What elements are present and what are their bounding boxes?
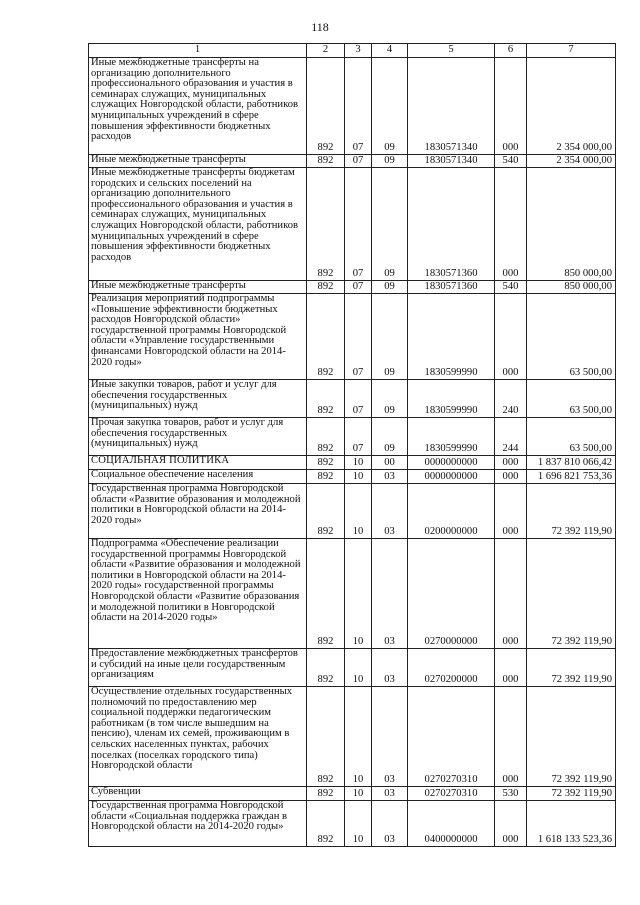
table-row xyxy=(89,281,616,294)
cell-section: 10 xyxy=(345,456,372,470)
table-row xyxy=(89,687,616,787)
table-row xyxy=(89,294,616,380)
column-header: 1 xyxy=(89,44,307,58)
cell-admin-code: 892 xyxy=(307,687,345,787)
cell-subsection: 03 xyxy=(372,484,408,539)
row-name: Иные межбюджетные трансферты xyxy=(89,281,307,294)
cell-target-code: 1830571360 xyxy=(408,281,495,294)
cell-section: 07 xyxy=(345,168,372,281)
column-header: 7 xyxy=(527,44,616,58)
cell-admin-code: 892 xyxy=(307,168,345,281)
cell-expense-type: 244 xyxy=(495,418,527,456)
cell-target-code: 0200000000 xyxy=(408,484,495,539)
row-name: Иные межбюджетные трансферты xyxy=(89,155,307,168)
cell-target-code: 1830571360 xyxy=(408,168,495,281)
cell-expense-type: 000 xyxy=(495,456,527,470)
cell-expense-type: 000 xyxy=(495,484,527,539)
row-name: Субвенции xyxy=(89,787,307,801)
cell-section: 07 xyxy=(345,281,372,294)
cell-section: 07 xyxy=(345,58,372,155)
cell-subsection: 03 xyxy=(372,539,408,649)
cell-section: 07 xyxy=(345,294,372,380)
cell-amount: 63 500,00 xyxy=(527,294,616,380)
table-row xyxy=(89,58,616,155)
cell-expense-type: 540 xyxy=(495,155,527,168)
cell-amount: 72 392 119,90 xyxy=(527,687,616,787)
row-name: Иные межбюджетные трансферты бюджетам городских и сельских поселений на организацию дополнительного профессионального образования и участия в семинарах служащих, муниципальных служащих Новгородской области, работников муниципальных учреждений в сфере повышения эффективности бюджетных расходов xyxy=(89,168,307,281)
cell-subsection: 03 xyxy=(372,787,408,801)
cell-subsection: 00 xyxy=(372,456,408,470)
cell-admin-code: 892 xyxy=(307,418,345,456)
cell-target-code: 0270270310 xyxy=(408,787,495,801)
table-row xyxy=(89,155,616,168)
column-header: 2 xyxy=(307,44,345,58)
cell-amount: 72 392 119,90 xyxy=(527,484,616,539)
table-row xyxy=(89,787,616,801)
cell-subsection: 09 xyxy=(372,294,408,380)
cell-section: 07 xyxy=(345,380,372,418)
table-row xyxy=(89,456,616,470)
column-header: 6 xyxy=(495,44,527,58)
cell-subsection: 09 xyxy=(372,58,408,155)
table-row xyxy=(89,801,616,847)
cell-subsection: 09 xyxy=(372,155,408,168)
cell-subsection: 09 xyxy=(372,281,408,294)
cell-expense-type: 000 xyxy=(495,687,527,787)
table-header-row xyxy=(89,44,616,58)
cell-target-code: 0270200000 xyxy=(408,649,495,687)
cell-expense-type: 000 xyxy=(495,294,527,380)
table-row xyxy=(89,470,616,484)
cell-expense-type: 540 xyxy=(495,281,527,294)
cell-amount: 850 000,00 xyxy=(527,168,616,281)
cell-admin-code: 892 xyxy=(307,787,345,801)
table-row xyxy=(89,380,616,418)
cell-admin-code: 892 xyxy=(307,294,345,380)
column-header: 5 xyxy=(408,44,495,58)
cell-section: 07 xyxy=(345,418,372,456)
cell-target-code: 1830599990 xyxy=(408,294,495,380)
cell-section: 07 xyxy=(345,155,372,168)
cell-section: 10 xyxy=(345,687,372,787)
row-name: Государственная программа Новгородской области «Социальная поддержка граждан в Новгородской области на 2014-2020 годы» xyxy=(89,801,307,847)
cell-target-code: 1830599990 xyxy=(408,418,495,456)
column-header: 3 xyxy=(345,44,372,58)
cell-expense-type: 530 xyxy=(495,787,527,801)
cell-target-code: 1830571340 xyxy=(408,58,495,155)
row-name: СОЦИАЛЬНАЯ ПОЛИТИКА xyxy=(89,456,307,470)
row-name: Осуществление отдельных государственных полномочий по предоставлению мер социальной поддержки педагогическим работникам (в том числе вышедшим на пенсию), членам их семей, проживающим в сельских населенных пунктах, рабочих поселках (поселках городского типа) Новгородской области xyxy=(89,687,307,787)
cell-admin-code: 892 xyxy=(307,801,345,847)
cell-subsection: 03 xyxy=(372,801,408,847)
budget-table xyxy=(88,43,616,847)
cell-amount: 72 392 119,90 xyxy=(527,649,616,687)
row-name: Иные закупки товаров, работ и услуг для обеспечения государственных (муниципальных) нужд xyxy=(89,380,307,418)
cell-expense-type: 000 xyxy=(495,470,527,484)
cell-amount: 1 618 133 523,36 xyxy=(527,801,616,847)
row-name: Социальное обеспечение населения xyxy=(89,470,307,484)
cell-section: 10 xyxy=(345,787,372,801)
cell-expense-type: 000 xyxy=(495,649,527,687)
cell-section: 10 xyxy=(345,484,372,539)
cell-admin-code: 892 xyxy=(307,649,345,687)
cell-expense-type: 000 xyxy=(495,801,527,847)
cell-admin-code: 892 xyxy=(307,539,345,649)
column-header: 4 xyxy=(372,44,408,58)
cell-admin-code: 892 xyxy=(307,281,345,294)
row-name: Подпрограмма «Обеспечение реализации государственной программы Новгородской области «Развитие образования и молодежной политики в Новгородской области на 2014-2020 годы» государственной программы Новгородской области «Развитие образования и молодежной политики в Новгородской области на 2014-2020 годы» xyxy=(89,539,307,649)
table-row xyxy=(89,484,616,539)
cell-amount: 63 500,00 xyxy=(527,380,616,418)
row-name: Иные межбюджетные трансферты на организацию дополнительного профессионального образования и участия в семинарах служащих, муниципальных служащих Новгородской области, работников муниципальных учреждений в сфере повышения эффективности бюджетных расходов xyxy=(89,58,307,155)
row-name: Реализация мероприятий подпрограммы «Повышение эффективности бюджетных расходов Новгородской области» государственной программы Новгородской области «Управление государственными финансами Новгородской области на 2014-2020 годы» xyxy=(89,294,307,380)
cell-section: 10 xyxy=(345,801,372,847)
cell-section: 10 xyxy=(345,470,372,484)
cell-amount: 2 354 000,00 xyxy=(527,58,616,155)
cell-amount: 1 696 821 753,36 xyxy=(527,470,616,484)
cell-target-code: 0400000000 xyxy=(408,801,495,847)
cell-amount: 72 392 119,90 xyxy=(527,539,616,649)
cell-amount: 2 354 000,00 xyxy=(527,155,616,168)
row-name: Предоставление межбюджетных трансфертов и субсидий на иные цели государственным организациям xyxy=(89,649,307,687)
cell-amount: 850 000,00 xyxy=(527,281,616,294)
cell-subsection: 09 xyxy=(372,418,408,456)
cell-amount: 72 392 119,90 xyxy=(527,787,616,801)
cell-target-code: 1830599990 xyxy=(408,380,495,418)
cell-target-code: 0270000000 xyxy=(408,539,495,649)
cell-target-code: 0000000000 xyxy=(408,456,495,470)
cell-admin-code: 892 xyxy=(307,155,345,168)
cell-subsection: 09 xyxy=(372,380,408,418)
cell-amount: 63 500,00 xyxy=(527,418,616,456)
cell-admin-code: 892 xyxy=(307,380,345,418)
cell-section: 10 xyxy=(345,649,372,687)
cell-admin-code: 892 xyxy=(307,470,345,484)
cell-expense-type: 000 xyxy=(495,58,527,155)
cell-subsection: 09 xyxy=(372,168,408,281)
table-row xyxy=(89,168,616,281)
cell-admin-code: 892 xyxy=(307,58,345,155)
cell-admin-code: 892 xyxy=(307,484,345,539)
cell-expense-type: 000 xyxy=(495,539,527,649)
table-row xyxy=(89,418,616,456)
row-name: Государственная программа Новгородской области «Развитие образования и молодежной политики в Новгородской области на 2014-2020 годы» xyxy=(89,484,307,539)
cell-target-code: 0000000000 xyxy=(408,470,495,484)
cell-subsection: 03 xyxy=(372,470,408,484)
page-number: 118 xyxy=(311,20,329,34)
cell-admin-code: 892 xyxy=(307,456,345,470)
table-row xyxy=(89,649,616,687)
cell-subsection: 03 xyxy=(372,687,408,787)
cell-expense-type: 240 xyxy=(495,380,527,418)
cell-target-code: 0270270310 xyxy=(408,687,495,787)
cell-section: 10 xyxy=(345,539,372,649)
cell-expense-type: 000 xyxy=(495,168,527,281)
cell-subsection: 03 xyxy=(372,649,408,687)
cell-amount: 1 837 810 066,42 xyxy=(527,456,616,470)
table-row xyxy=(89,539,616,649)
cell-target-code: 1830571340 xyxy=(408,155,495,168)
row-name: Прочая закупка товаров, работ и услуг для обеспечения государственных (муниципальных) нужд xyxy=(89,418,307,456)
